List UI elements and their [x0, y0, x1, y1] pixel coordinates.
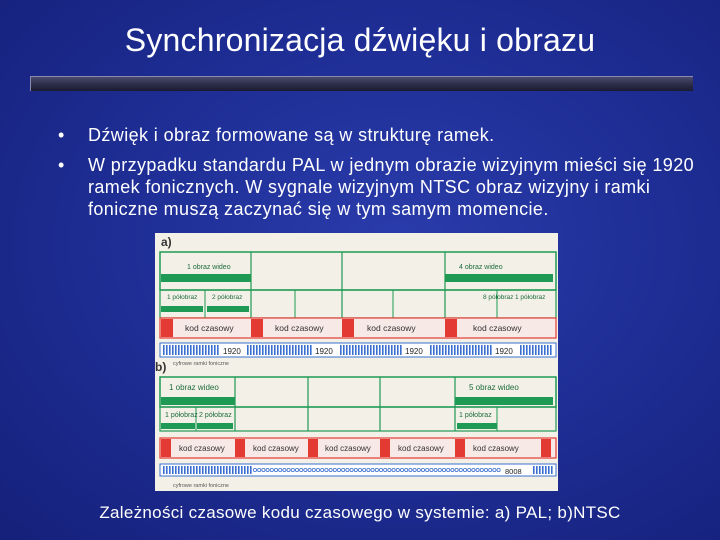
audio-frame-tick: [355, 345, 357, 355]
ntsc-timecode-label: kod czasowy: [325, 444, 371, 453]
audio-frame-tick: [247, 345, 249, 355]
audio-frame-tick: [310, 345, 312, 355]
audio-frame-tick: [169, 345, 171, 355]
ntsc-sync-block: [161, 439, 171, 457]
audio-frame-tick: [196, 466, 198, 474]
audio-frame-tick: [520, 345, 522, 355]
audio-frame-tick: [238, 466, 240, 474]
audio-frame-tick: [535, 345, 537, 355]
audio-frame-tick: [307, 345, 309, 355]
pal-video-row: [160, 252, 556, 290]
ntsc-audio-row: [160, 464, 556, 476]
audio-frame-tick: [487, 345, 489, 355]
audio-frame-tick: [232, 466, 234, 474]
ntsc-timecode-label: kod czasowy: [398, 444, 444, 453]
ntsc-timecode-label: kod czasowy: [253, 444, 299, 453]
audio-frame-tick: [490, 345, 492, 355]
audio-frame-tick: [547, 345, 549, 355]
audio-frame-tick: [382, 345, 384, 355]
audio-frame-tick: [220, 466, 222, 474]
pal-audio-count: 1920: [315, 347, 333, 356]
audio-frame-tick: [550, 345, 552, 355]
audio-frame-tick: [430, 345, 432, 355]
audio-frame-tick: [208, 345, 210, 355]
audio-frame-tick: [190, 466, 192, 474]
audio-frame-tick: [298, 345, 300, 355]
audio-frame-tick: [262, 345, 264, 355]
ntsc-sync-block: [541, 439, 551, 457]
audio-frame-tick: [472, 345, 474, 355]
audio-frame-tick: [545, 466, 547, 474]
audio-frame-tick: [235, 466, 237, 474]
audio-frame-tick: [211, 466, 213, 474]
audio-frame-tick: [199, 466, 201, 474]
audio-frame-tick: [169, 466, 171, 474]
audio-frame-tick: [163, 466, 165, 474]
audio-frame-tick: [181, 466, 183, 474]
audio-frame-tick: [370, 345, 372, 355]
figure-caption: Zależności czasowe kodu czasowego w systemie: a) PAL; b)NTSC: [99, 503, 621, 522]
audio-frame-tick: [175, 466, 177, 474]
audio-frame-tick: [214, 466, 216, 474]
ntsc-half1b-label: 1 półobraz: [459, 412, 492, 419]
diagram-b-tag: b): [155, 360, 167, 374]
pal-sync-block: [251, 319, 263, 337]
audio-frame-tick: [229, 466, 231, 474]
audio-frame-tick: [484, 345, 486, 355]
ntsc-half1-label: 1 półobraz: [165, 412, 198, 419]
pal-frame1-bar: [161, 274, 251, 282]
audio-frame-tick: [196, 345, 198, 355]
audio-frame-tick: [277, 345, 279, 355]
bullet-text: Dźwięk i obraz formowane są w strukturę ramek.: [88, 125, 495, 145]
audio-frame-tick: [178, 345, 180, 355]
audio-frame-tick: [211, 345, 213, 355]
pal-timecode-row: [160, 318, 556, 338]
ntsc-note-bottom: cyfrowe ramki foniczne: [173, 483, 229, 489]
ntsc-frame5-label: 5 obraz wideo: [469, 383, 519, 392]
ntsc-half-bar: [161, 423, 195, 429]
audio-frame-tick: [340, 345, 342, 355]
audio-frame-tick: [373, 345, 375, 355]
audio-frame-tick: [202, 345, 204, 355]
bullet-text: W przypadku standardu PAL w jednym obrazie wizyjnym mieści się 1920 ramek fonicznych. W sygnale wizyjnym NTSC obraz wizyjny i ramki foniczne muszą zaczynać się w tym samym momencie.: [88, 155, 695, 219]
audio-frame-tick: [274, 345, 276, 355]
audio-frame-tick: [376, 345, 378, 355]
audio-frame-tick: [481, 345, 483, 355]
audio-frame-tick: [346, 345, 348, 355]
audio-frame-tick: [439, 345, 441, 355]
slide-title: Synchronizacja dźwięku i obrazu: [124, 22, 596, 58]
audio-frame-tick: [349, 345, 351, 355]
ntsc-half-bar: [197, 423, 233, 429]
ntsc-timecode-label: kod czasowy: [179, 444, 225, 453]
audio-frame-tick: [532, 345, 534, 355]
audio-frame-tick: [166, 466, 168, 474]
bullet-list: [58, 124, 698, 228]
pal-frame4-label: 4 obraz wideo: [459, 264, 503, 271]
audio-frame-tick: [466, 345, 468, 355]
audio-frame-tick: [256, 345, 258, 355]
bullet-item: [58, 124, 698, 146]
audio-frame-tick: [178, 466, 180, 474]
audio-frame-tick: [397, 345, 399, 355]
ntsc-half-frames: [160, 407, 556, 431]
audio-frame-tick: [292, 345, 294, 355]
pal-sync-block: [342, 319, 354, 337]
audio-frame-tick: [394, 345, 396, 355]
audio-frame-tick: [250, 345, 252, 355]
audio-frame-tick: [478, 345, 480, 355]
pal-half-bar: [161, 306, 203, 312]
ntsc-sync-block: [235, 439, 245, 457]
audio-frame-tick: [214, 345, 216, 355]
audio-frame-tick: [286, 345, 288, 355]
bullet-item: [58, 154, 698, 220]
bullet-marker: •: [58, 125, 65, 145]
pal-audio-count: 1920: [495, 347, 513, 356]
audio-frame-tick: [268, 345, 270, 355]
audio-frame-tick: [551, 466, 553, 474]
audio-frame-tick: [457, 345, 459, 355]
audio-frame-tick: [175, 345, 177, 355]
audio-frame-tick: [523, 345, 525, 355]
audio-frame-tick: [460, 345, 462, 355]
audio-frame-tick: [205, 466, 207, 474]
audio-frame-tick: [304, 345, 306, 355]
audio-frame-tick: [250, 466, 252, 474]
audio-frame-tick: [358, 345, 360, 355]
audio-frame-tick: [163, 345, 165, 355]
audio-frame-tick: [295, 345, 297, 355]
audio-frame-tick: [226, 466, 228, 474]
audio-frame-tick: [548, 466, 550, 474]
ntsc-frame1-label: 1 obraz wideo: [169, 383, 219, 392]
audio-frame-tick: [379, 345, 381, 355]
pal-audio-row: [160, 343, 556, 357]
audio-frame-tick: [445, 345, 447, 355]
pal-sync-block: [445, 319, 457, 337]
pal-frame1-label: 1 obraz wideo: [187, 264, 231, 271]
ntsc-half-bar: [457, 423, 497, 429]
ntsc-timecode-row: [160, 438, 556, 458]
ntsc-sync-block: [455, 439, 465, 457]
audio-frame-tick: [259, 345, 261, 355]
ntsc-timecode-label: kod czasowy: [473, 444, 519, 453]
audio-frame-tick: [283, 345, 285, 355]
audio-frame-tick: [301, 345, 303, 355]
audio-frame-tick: [529, 345, 531, 355]
audio-frame-tick: [364, 345, 366, 355]
title-underline-bar: [30, 76, 693, 91]
timing-diagram-svg: [155, 233, 558, 491]
audio-frame-tick: [241, 466, 243, 474]
ntsc-note-top: cyfrowe ramki foniczne: [173, 361, 229, 367]
audio-frame-tick: [526, 345, 528, 355]
ntsc-audio-count: 8008: [505, 467, 522, 476]
pal-timecode-label: kod czasowy: [275, 323, 324, 333]
audio-frame-tick: [475, 345, 477, 355]
audio-frame-tick: [352, 345, 354, 355]
pal-sync-block: [161, 319, 173, 337]
audio-frame-tick: [533, 466, 535, 474]
audio-frame-tick: [181, 345, 183, 355]
pal-timecode-label: kod czasowy: [473, 323, 522, 333]
audio-frame-tick: [265, 345, 267, 355]
audio-frame-tick: [542, 466, 544, 474]
audio-frame-tick: [190, 345, 192, 355]
pal-half2-label: 2 półobraz: [212, 294, 243, 301]
audio-frame-tick: [187, 345, 189, 355]
audio-frame-tick: [343, 345, 345, 355]
pal-half1-label: 1 półobraz: [167, 294, 198, 301]
pal-half-frames: [160, 290, 556, 318]
diagram-a-tag: a): [161, 235, 172, 249]
audio-frame-tick: [544, 345, 546, 355]
ntsc-frame1-bar: [161, 397, 235, 405]
pal-half1b-label: 1 półobraz: [515, 294, 546, 301]
audio-frame-tick: [367, 345, 369, 355]
audio-frame-tick: [289, 345, 291, 355]
audio-frame-tick: [244, 466, 246, 474]
audio-frame-tick: [539, 466, 541, 474]
audio-frame-tick: [538, 345, 540, 355]
audio-frame-tick: [208, 466, 210, 474]
audio-frame-tick: [184, 345, 186, 355]
audio-frame-tick: [172, 345, 174, 355]
audio-frame-tick: [448, 345, 450, 355]
audio-frame-tick: [193, 466, 195, 474]
audio-frame-tick: [187, 466, 189, 474]
audio-frame-tick: [280, 345, 282, 355]
ntsc-half2-label: 2 półobraz: [199, 412, 232, 419]
audio-frame-tick: [184, 466, 186, 474]
ntsc-frame5-bar: [455, 397, 553, 405]
audio-frame-tick: [400, 345, 402, 355]
pal-frame4-bar: [445, 274, 553, 282]
pal-half-bar: [207, 306, 249, 312]
audio-frame-tick: [442, 345, 444, 355]
audio-frame-tick: [199, 345, 201, 355]
audio-frame-tick: [536, 466, 538, 474]
ntsc-sync-block: [308, 439, 318, 457]
audio-frame-tick: [193, 345, 195, 355]
bullet-marker: •: [58, 155, 65, 175]
audio-frame-tick: [391, 345, 393, 355]
audio-frame-tick: [202, 466, 204, 474]
audio-frame-tick: [541, 345, 543, 355]
audio-frame-tick: [271, 345, 273, 355]
audio-frame-tick: [361, 345, 363, 355]
audio-frame-tick: [469, 345, 471, 355]
audio-frame-tick: [388, 345, 390, 355]
audio-frame-tick: [253, 345, 255, 355]
audio-frame-tick: [217, 466, 219, 474]
pal-audio-count: 1920: [405, 347, 423, 356]
audio-frame-tick: [247, 466, 249, 474]
pal-audio-count: 1920: [223, 347, 241, 356]
audio-frame-tick: [433, 345, 435, 355]
audio-frame-tick: [166, 345, 168, 355]
audio-frame-tick: [205, 345, 207, 355]
audio-frame-tick: [454, 345, 456, 355]
timing-diagram-figure: [155, 233, 558, 491]
pal-half8-label: 8 półobraz: [483, 294, 514, 301]
audio-frame-tick: [451, 345, 453, 355]
audio-frame-tick: [172, 466, 174, 474]
audio-frame-tick: [223, 466, 225, 474]
pal-timecode-label: kod czasowy: [185, 323, 234, 333]
audio-frame-tick: [385, 345, 387, 355]
audio-frame-tick: [217, 345, 219, 355]
pal-timecode-label: kod czasowy: [367, 323, 416, 333]
ntsc-sync-block: [380, 439, 390, 457]
audio-frame-tick: [436, 345, 438, 355]
audio-frame-tick: [463, 345, 465, 355]
